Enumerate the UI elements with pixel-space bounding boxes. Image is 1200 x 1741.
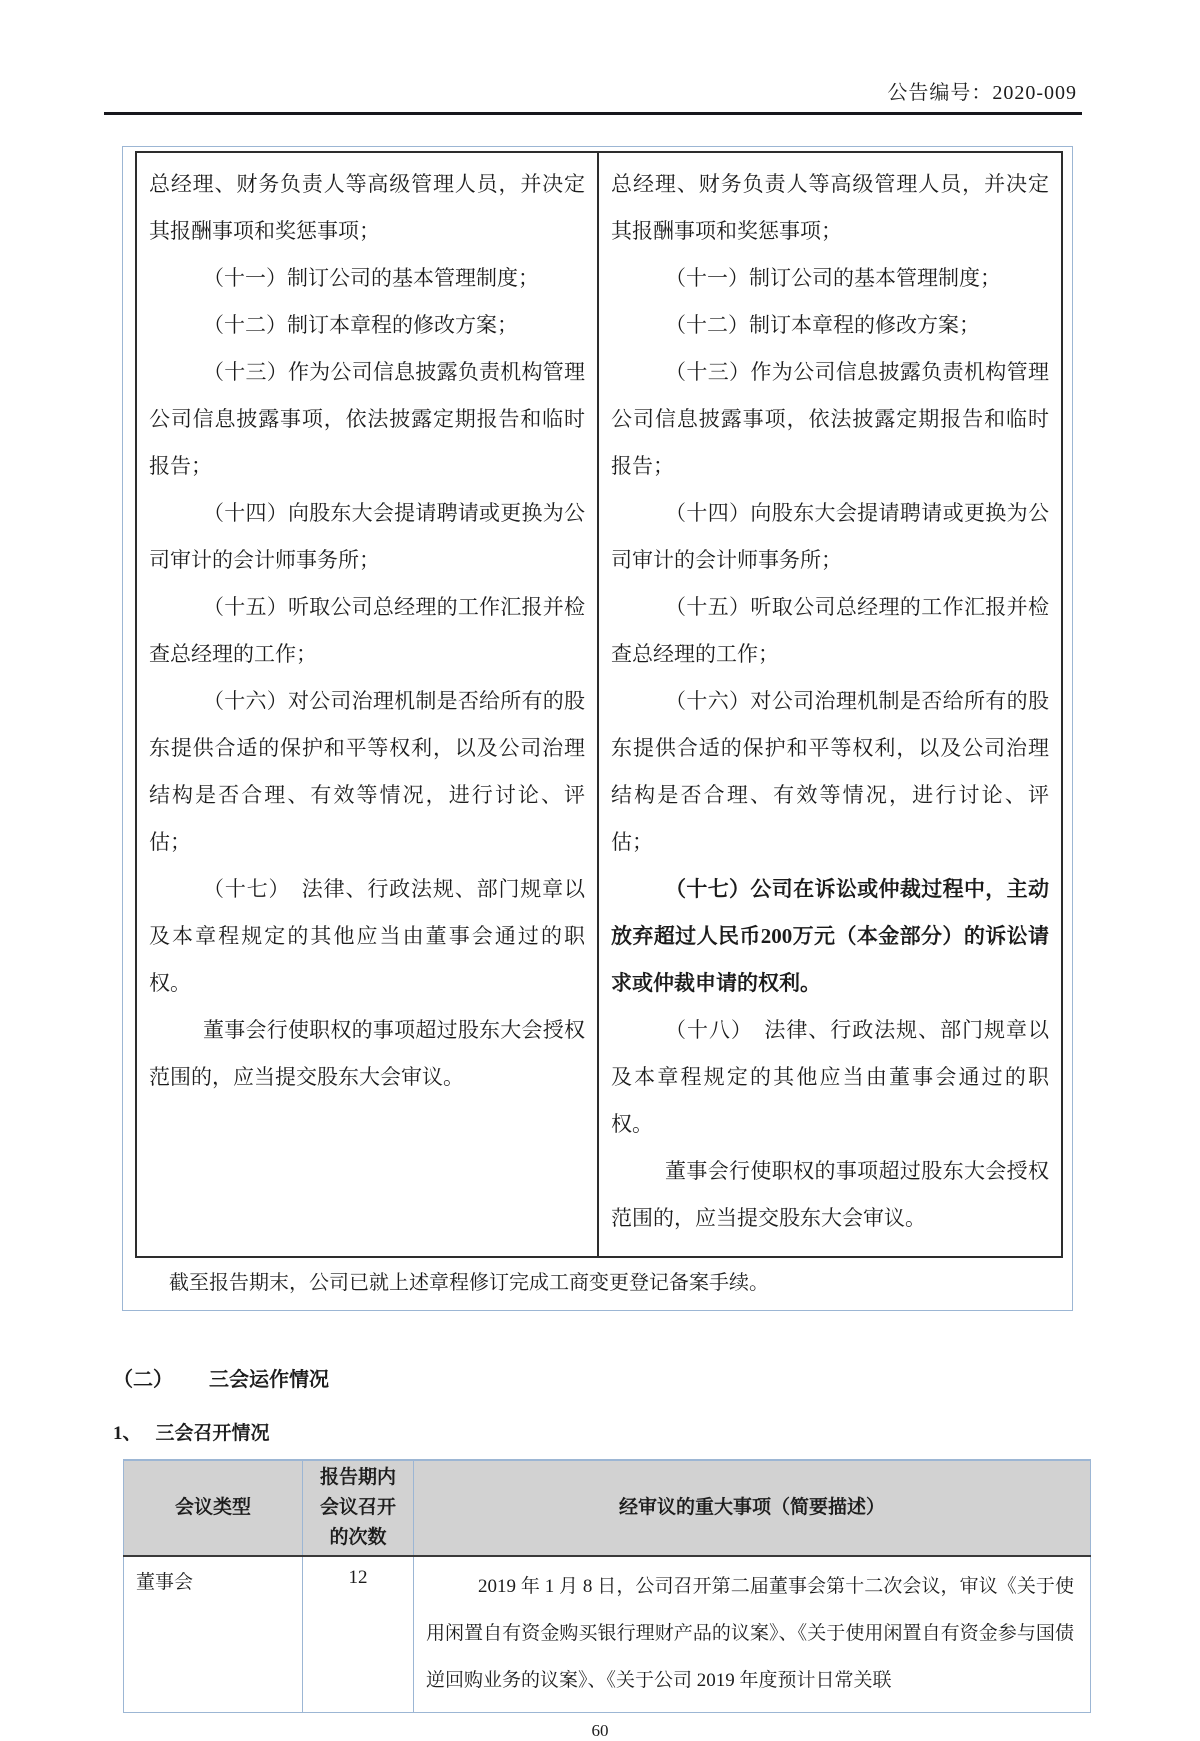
charter-paragraph: 董事会行使职权的事项超过股东大会授权范围的，应当提交股东大会审议。 bbox=[611, 1159, 1049, 1230]
charter-paragraph: 董事会行使职权的事项超过股东大会授权范围的，应当提交股东大会审议。 bbox=[149, 1018, 585, 1089]
col-header-meeting-count: 报告期内会议召开的次数 bbox=[303, 1460, 414, 1556]
meetings-table bbox=[123, 1459, 1091, 1713]
charter-paragraph: （十二）制订本章程的修改方案； bbox=[203, 313, 518, 337]
section-title: 三会运作情况 bbox=[209, 1369, 329, 1391]
header-rule bbox=[104, 112, 1082, 115]
charter-paragraph: （十一）制订公司的基本管理制度； bbox=[203, 266, 539, 290]
charter-paragraph: （十七） 法律、行政法规、部门规章以及本章程规定的其他应当由董事会通过的职权。 bbox=[149, 877, 585, 995]
col-header-meeting-type: 会议类型 bbox=[124, 1460, 303, 1556]
subsection-title: 三会召开情况 bbox=[155, 1423, 270, 1444]
section-number: （二） bbox=[113, 1369, 173, 1391]
charter-paragraph: （十六）对公司治理机制是否给所有的股东提供合适的保护和平等权利，以及公司治理结构是否合理、有效等情况，进行讨论、评估； bbox=[149, 689, 585, 854]
col-header-reviewed-matters: 经审议的重大事项（简要描述） bbox=[414, 1460, 1091, 1556]
charter-note: 截至报告期末，公司已就上述章程修订完成工商变更登记备案手续。 bbox=[169, 1272, 769, 1294]
page-number: 60 bbox=[591, 1721, 609, 1740]
meeting-count-cell: 12 bbox=[303, 1556, 414, 1713]
charter-paragraph: 总经理、财务负责人等高级管理人员，并决定其报酬事项和奖惩事项； bbox=[611, 172, 1049, 243]
charter-paragraph: （十七）公司在诉讼或仲裁过程中，主动放弃超过人民币200万元（本金部分）的诉讼请求或仲裁申请的权利。 bbox=[611, 877, 1049, 995]
subsection-number: 1、 bbox=[113, 1423, 142, 1444]
table-row bbox=[124, 1556, 1091, 1713]
charter-paragraph: （十一）制订公司的基本管理制度； bbox=[665, 266, 1001, 290]
charter-paragraph: （十五）听取公司总经理的工作汇报并检查总经理的工作； bbox=[611, 595, 1049, 666]
page-header bbox=[0, 0, 1200, 146]
charter-comparison-section bbox=[122, 146, 1073, 1311]
charter-paragraph: （十三）作为公司信息披露负责机构管理公司信息披露事项，依法披露定期报告和临时报告； bbox=[149, 360, 585, 478]
charter-paragraph: 总经理、财务负责人等高级管理人员，并决定其报酬事项和奖惩事项； bbox=[149, 172, 585, 243]
announcement-number: 公告编号：2020-009 bbox=[887, 82, 1077, 104]
charter-paragraph: （十三）作为公司信息披露负责机构管理公司信息披露事项，依法披露定期报告和临时报告； bbox=[611, 360, 1049, 478]
charter-comparison-table bbox=[135, 151, 1063, 1258]
section-heading bbox=[113, 1363, 1200, 1392]
subsection-heading bbox=[113, 1418, 1200, 1445]
charter-paragraph: （十四）向股东大会提请聘请或更换为公司审计的会计师事务所； bbox=[611, 501, 1049, 572]
charter-paragraph: （十六）对公司治理机制是否给所有的股东提供合适的保护和平等权利，以及公司治理结构是否合理、有效等情况，进行讨论、评估； bbox=[611, 689, 1049, 854]
meetings-table-header-row bbox=[124, 1460, 1091, 1556]
meeting-type-cell: 董事会 bbox=[124, 1556, 303, 1713]
charter-paragraph: （十四）向股东大会提请聘请或更换为公司审计的会计师事务所； bbox=[149, 501, 585, 572]
charter-column-before bbox=[137, 153, 599, 1256]
charter-paragraph: （十二）制订本章程的修改方案； bbox=[665, 313, 980, 337]
charter-paragraph: （十五）听取公司总经理的工作汇报并检查总经理的工作； bbox=[149, 595, 585, 666]
charter-paragraph: （十八） 法律、行政法规、部门规章以及本章程规定的其他应当由董事会通过的职权。 bbox=[611, 1018, 1049, 1136]
meeting-desc-cell: 2019 年 1 月 8 日，公司召开第二届董事会第十二次会议，审议《关于使用闲置自有资金购买银行理财产品的议案》、《关于使用闲置自有资金参与国债逆回购业务的议案》、《关于公司 2019 年度预计日常关联 bbox=[414, 1556, 1091, 1713]
charter-column-after bbox=[599, 153, 1061, 1256]
